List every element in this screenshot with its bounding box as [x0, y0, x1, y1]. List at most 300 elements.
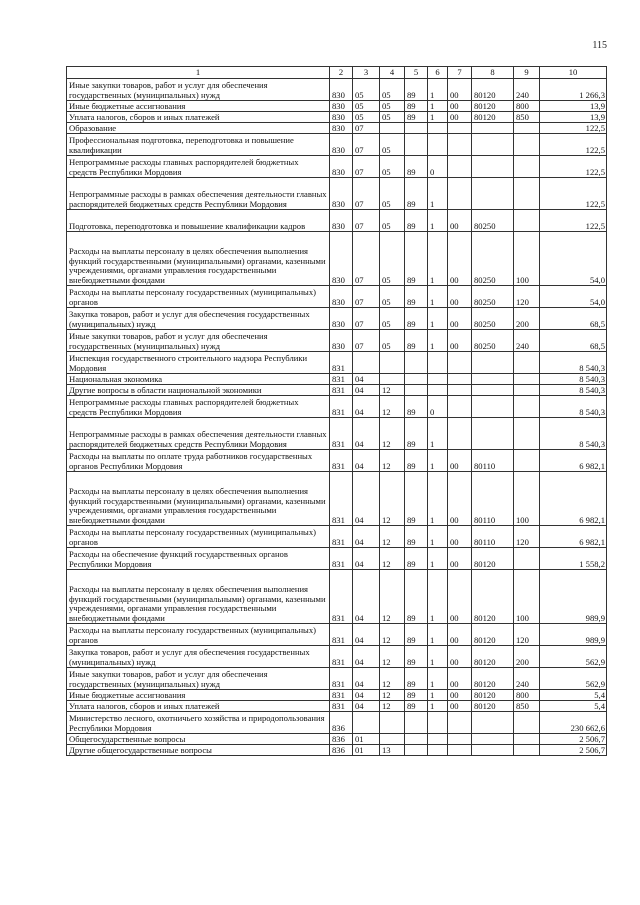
subsection-code-cell: 05	[380, 101, 405, 112]
amount-cell: 122,5	[540, 210, 607, 232]
subsection-code-cell: 05	[380, 210, 405, 232]
admin-code-cell: 830	[330, 123, 353, 134]
expense-type-cell: 100	[514, 570, 540, 624]
subsection-code-cell	[380, 374, 405, 385]
amount-cell: 122,5	[540, 156, 607, 178]
header-cell: 6	[428, 67, 448, 79]
section-code-cell: 05	[353, 79, 380, 101]
program-code-cell	[405, 712, 428, 734]
expense-type-cell: 120	[514, 624, 540, 646]
program-code-cell: 89	[405, 570, 428, 624]
section-code-cell: 04	[353, 450, 380, 472]
section-code-cell: 04	[353, 701, 380, 712]
table-row	[67, 352, 607, 374]
program-code-cell: 89	[405, 548, 428, 570]
program-code-cell: 89	[405, 101, 428, 112]
description-cell: Расходы на выплаты персоналу в целях обеспечения выполнения функций государственными (муниципальными) органами, казенными учреждениями, органами управления государственными внебюджетными фондами	[67, 570, 330, 624]
subprogram-code-cell: 0	[428, 156, 448, 178]
section-code-cell: 04	[353, 396, 380, 418]
direction-code-cell	[448, 123, 472, 134]
table-row	[67, 330, 607, 352]
direction-code-cell: 00	[448, 570, 472, 624]
expense-type-cell: 800	[514, 690, 540, 701]
table-row	[67, 308, 607, 330]
section-code-cell: 04	[353, 418, 380, 450]
expense-type-cell	[514, 450, 540, 472]
expense-type-cell	[514, 123, 540, 134]
section-code-cell: 07	[353, 308, 380, 330]
expense-type-cell: 240	[514, 79, 540, 101]
section-code-cell: 04	[353, 646, 380, 668]
admin-code-cell: 831	[330, 624, 353, 646]
direction-code-cell: 00	[448, 472, 472, 526]
subsection-code-cell: 12	[380, 385, 405, 396]
expense-type-cell	[514, 178, 540, 210]
subsection-code-cell	[380, 734, 405, 745]
admin-code-cell: 830	[330, 286, 353, 308]
admin-code-cell: 831	[330, 668, 353, 690]
header-cell: 1	[67, 67, 330, 79]
expense-type-cell: 120	[514, 526, 540, 548]
expense-type-cell: 200	[514, 646, 540, 668]
amount-cell: 6 982,1	[540, 526, 607, 548]
subsection-code-cell: 12	[380, 624, 405, 646]
expense-type-cell	[514, 548, 540, 570]
expense-type-cell	[514, 418, 540, 450]
amount-cell: 1 266,3	[540, 79, 607, 101]
admin-code-cell: 831	[330, 472, 353, 526]
admin-code-cell: 831	[330, 548, 353, 570]
target-article-cell	[472, 134, 514, 156]
description-cell: Расходы на обеспечение функций государственных органов Республики Мордовия	[67, 548, 330, 570]
subprogram-code-cell: 1	[428, 548, 448, 570]
table-row	[67, 548, 607, 570]
target-article-cell: 80120	[472, 668, 514, 690]
description-cell: Общегосударственные вопросы	[67, 734, 330, 745]
direction-code-cell	[448, 396, 472, 418]
description-cell: Иные закупки товаров, работ и услуг для обеспечения государственных (муниципальных) нужд	[67, 330, 330, 352]
table-row	[67, 178, 607, 210]
program-code-cell: 89	[405, 701, 428, 712]
admin-code-cell: 831	[330, 701, 353, 712]
subsection-code-cell: 12	[380, 418, 405, 450]
program-code-cell	[405, 352, 428, 374]
subprogram-code-cell: 1	[428, 646, 448, 668]
amount-cell: 8 540,3	[540, 418, 607, 450]
direction-code-cell	[448, 352, 472, 374]
amount-cell: 562,9	[540, 668, 607, 690]
target-article-cell	[472, 178, 514, 210]
admin-code-cell: 830	[330, 210, 353, 232]
expense-type-cell	[514, 745, 540, 756]
expense-type-cell	[514, 210, 540, 232]
table-row	[67, 701, 607, 712]
target-article-cell: 80110	[472, 526, 514, 548]
program-code-cell: 89	[405, 450, 428, 472]
expense-type-cell: 850	[514, 701, 540, 712]
subsection-code-cell: 05	[380, 134, 405, 156]
header-cell: 8	[472, 67, 514, 79]
table-row	[67, 734, 607, 745]
table-header-row	[67, 67, 607, 79]
direction-code-cell: 00	[448, 646, 472, 668]
direction-code-cell	[448, 712, 472, 734]
subsection-code-cell: 12	[380, 526, 405, 548]
program-code-cell: 89	[405, 308, 428, 330]
description-cell: Подготовка, переподготовка и повышение квалификации кадров	[67, 210, 330, 232]
table-row	[67, 745, 607, 756]
table-row	[67, 385, 607, 396]
admin-code-cell: 830	[330, 101, 353, 112]
subprogram-code-cell: 1	[428, 178, 448, 210]
expense-type-cell: 240	[514, 330, 540, 352]
direction-code-cell: 00	[448, 308, 472, 330]
subprogram-code-cell	[428, 734, 448, 745]
table-row	[67, 374, 607, 385]
subprogram-code-cell: 1	[428, 101, 448, 112]
amount-cell: 6 982,1	[540, 450, 607, 472]
subprogram-code-cell: 1	[428, 701, 448, 712]
program-code-cell: 89	[405, 178, 428, 210]
section-code-cell: 04	[353, 570, 380, 624]
subprogram-code-cell: 1	[428, 308, 448, 330]
budget-table	[66, 66, 607, 756]
header-cell: 10	[540, 67, 607, 79]
description-cell: Непрограммные расходы главных распорядителей бюджетных средств Республики Мордовия	[67, 396, 330, 418]
amount-cell: 8 540,3	[540, 396, 607, 418]
target-article-cell	[472, 123, 514, 134]
subsection-code-cell	[380, 123, 405, 134]
admin-code-cell: 831	[330, 690, 353, 701]
table-row	[67, 396, 607, 418]
section-code-cell	[353, 352, 380, 374]
expense-type-cell	[514, 396, 540, 418]
subsection-code-cell: 05	[380, 308, 405, 330]
header-cell: 7	[448, 67, 472, 79]
description-cell: Непрограммные расходы в рамках обеспечения деятельности главных распорядителей бюджетных средств Республики Мордовия	[67, 178, 330, 210]
amount-cell: 13,9	[540, 101, 607, 112]
program-code-cell	[405, 374, 428, 385]
admin-code-cell: 831	[330, 396, 353, 418]
direction-code-cell	[448, 156, 472, 178]
description-cell: Другие вопросы в области национальной экономики	[67, 385, 330, 396]
subprogram-code-cell: 1	[428, 472, 448, 526]
table-row	[67, 646, 607, 668]
table-row	[67, 232, 607, 286]
program-code-cell	[405, 134, 428, 156]
section-code-cell: 04	[353, 385, 380, 396]
table-row	[67, 526, 607, 548]
subsection-code-cell: 12	[380, 668, 405, 690]
expense-type-cell: 120	[514, 286, 540, 308]
section-code-cell: 04	[353, 548, 380, 570]
table-row	[67, 712, 607, 734]
program-code-cell: 89	[405, 79, 428, 101]
direction-code-cell	[448, 385, 472, 396]
table-row	[67, 123, 607, 134]
table-row	[67, 101, 607, 112]
description-cell: Образование	[67, 123, 330, 134]
description-cell: Расходы на выплаты персоналу государственных (муниципальных) органов	[67, 624, 330, 646]
section-code-cell: 04	[353, 690, 380, 701]
amount-cell: 13,9	[540, 112, 607, 123]
amount-cell: 2 506,7	[540, 734, 607, 745]
program-code-cell: 89	[405, 526, 428, 548]
subprogram-code-cell: 1	[428, 112, 448, 123]
program-code-cell: 89	[405, 210, 428, 232]
header-cell: 9	[514, 67, 540, 79]
table-row	[67, 112, 607, 123]
program-code-cell: 89	[405, 472, 428, 526]
page-number: 115	[592, 40, 607, 51]
subsection-code-cell: 12	[380, 450, 405, 472]
table-row	[67, 624, 607, 646]
description-cell: Непрограммные расходы главных распорядителей бюджетных средств Республики Мордовия	[67, 156, 330, 178]
subprogram-code-cell	[428, 712, 448, 734]
description-cell: Расходы на выплаты персоналу государственных (муниципальных) органов	[67, 526, 330, 548]
subsection-code-cell: 05	[380, 286, 405, 308]
amount-cell: 68,5	[540, 308, 607, 330]
amount-cell: 122,5	[540, 178, 607, 210]
program-code-cell: 89	[405, 624, 428, 646]
direction-code-cell: 00	[448, 668, 472, 690]
target-article-cell	[472, 745, 514, 756]
subprogram-code-cell: 1	[428, 418, 448, 450]
subprogram-code-cell	[428, 123, 448, 134]
subsection-code-cell: 13	[380, 745, 405, 756]
subsection-code-cell: 12	[380, 690, 405, 701]
table-body	[67, 79, 607, 756]
description-cell: Расходы на выплаты персоналу в целях обеспечения выполнения функций государственными (муниципальными) органами, казенными учреждениями, органами управления государственными внебюджетными фондами	[67, 232, 330, 286]
direction-code-cell: 00	[448, 79, 472, 101]
admin-code-cell: 830	[330, 178, 353, 210]
subprogram-code-cell	[428, 374, 448, 385]
admin-code-cell: 830	[330, 330, 353, 352]
amount-cell: 54,0	[540, 232, 607, 286]
admin-code-cell: 830	[330, 79, 353, 101]
subsection-code-cell: 12	[380, 570, 405, 624]
section-code-cell: 07	[353, 123, 380, 134]
admin-code-cell: 831	[330, 385, 353, 396]
direction-code-cell	[448, 734, 472, 745]
description-cell: Иные бюджетные ассигнования	[67, 101, 330, 112]
table-row	[67, 210, 607, 232]
table-row	[67, 286, 607, 308]
amount-cell: 989,9	[540, 624, 607, 646]
target-article-cell: 80250	[472, 330, 514, 352]
subprogram-code-cell: 1	[428, 526, 448, 548]
target-article-cell: 80250	[472, 308, 514, 330]
direction-code-cell: 00	[448, 286, 472, 308]
target-article-cell: 80120	[472, 548, 514, 570]
direction-code-cell	[448, 134, 472, 156]
target-article-cell	[472, 734, 514, 745]
subprogram-code-cell: 1	[428, 210, 448, 232]
direction-code-cell: 00	[448, 101, 472, 112]
description-cell: Министерство лесного, охотничьего хозяйства и природопользования Республики Мордовия	[67, 712, 330, 734]
expense-type-cell	[514, 352, 540, 374]
program-code-cell	[405, 734, 428, 745]
admin-code-cell: 836	[330, 734, 353, 745]
direction-code-cell	[448, 178, 472, 210]
description-cell: Иные бюджетные ассигнования	[67, 690, 330, 701]
expense-type-cell	[514, 156, 540, 178]
target-article-cell	[472, 374, 514, 385]
target-article-cell: 80120	[472, 570, 514, 624]
program-code-cell	[405, 745, 428, 756]
description-cell: Закупка товаров, работ и услуг для обеспечения государственных (муниципальных) нужд	[67, 308, 330, 330]
direction-code-cell: 00	[448, 330, 472, 352]
description-cell: Другие общегосударственные вопросы	[67, 745, 330, 756]
target-article-cell	[472, 396, 514, 418]
direction-code-cell: 00	[448, 701, 472, 712]
target-article-cell: 80250	[472, 286, 514, 308]
admin-code-cell: 831	[330, 418, 353, 450]
amount-cell: 122,5	[540, 123, 607, 134]
target-article-cell	[472, 352, 514, 374]
table-row	[67, 134, 607, 156]
section-code-cell: 07	[353, 330, 380, 352]
subsection-code-cell: 12	[380, 472, 405, 526]
subsection-code-cell	[380, 352, 405, 374]
subsection-code-cell: 12	[380, 548, 405, 570]
header-cell: 2	[330, 67, 353, 79]
admin-code-cell: 830	[330, 308, 353, 330]
expense-type-cell	[514, 712, 540, 734]
subsection-code-cell: 05	[380, 79, 405, 101]
table-row	[67, 450, 607, 472]
section-code-cell: 07	[353, 210, 380, 232]
direction-code-cell: 00	[448, 526, 472, 548]
direction-code-cell: 00	[448, 112, 472, 123]
description-cell: Уплата налогов, сборов и иных платежей	[67, 701, 330, 712]
description-cell: Инспекция государственного строительного надзора Республики Мордовия	[67, 352, 330, 374]
amount-cell: 1 558,2	[540, 548, 607, 570]
target-article-cell: 80120	[472, 701, 514, 712]
subprogram-code-cell	[428, 385, 448, 396]
target-article-cell: 80110	[472, 450, 514, 472]
table-row	[67, 156, 607, 178]
subsection-code-cell: 05	[380, 112, 405, 123]
program-code-cell: 89	[405, 646, 428, 668]
subprogram-code-cell: 1	[428, 232, 448, 286]
description-cell: Расходы на выплаты по оплате труда работников государственных органов Республики Мордовия	[67, 450, 330, 472]
admin-code-cell: 830	[330, 112, 353, 123]
direction-code-cell: 00	[448, 210, 472, 232]
expense-type-cell	[514, 134, 540, 156]
table-row	[67, 472, 607, 526]
subprogram-code-cell: 1	[428, 668, 448, 690]
admin-code-cell: 836	[330, 712, 353, 734]
section-code-cell: 07	[353, 178, 380, 210]
table-row	[67, 690, 607, 701]
direction-code-cell	[448, 374, 472, 385]
amount-cell: 8 540,3	[540, 374, 607, 385]
expense-type-cell: 800	[514, 101, 540, 112]
direction-code-cell: 00	[448, 624, 472, 646]
direction-code-cell: 00	[448, 690, 472, 701]
target-article-cell: 80120	[472, 646, 514, 668]
direction-code-cell: 00	[448, 232, 472, 286]
program-code-cell: 89	[405, 156, 428, 178]
description-cell: Профессиональная подготовка, переподготовка и повышение квалификации	[67, 134, 330, 156]
direction-code-cell	[448, 418, 472, 450]
admin-code-cell: 831	[330, 374, 353, 385]
subprogram-code-cell: 1	[428, 624, 448, 646]
admin-code-cell: 831	[330, 450, 353, 472]
amount-cell: 562,9	[540, 646, 607, 668]
section-code-cell: 07	[353, 156, 380, 178]
section-code-cell: 01	[353, 734, 380, 745]
admin-code-cell: 830	[330, 134, 353, 156]
target-article-cell: 80120	[472, 624, 514, 646]
description-cell: Расходы на выплаты персоналу государственных (муниципальных) органов	[67, 286, 330, 308]
admin-code-cell: 831	[330, 352, 353, 374]
program-code-cell: 89	[405, 396, 428, 418]
section-code-cell: 05	[353, 101, 380, 112]
program-code-cell: 89	[405, 112, 428, 123]
admin-code-cell: 831	[330, 526, 353, 548]
subprogram-code-cell	[428, 745, 448, 756]
subprogram-code-cell: 1	[428, 570, 448, 624]
target-article-cell	[472, 385, 514, 396]
section-code-cell: 04	[353, 526, 380, 548]
expense-type-cell: 200	[514, 308, 540, 330]
target-article-cell: 80120	[472, 690, 514, 701]
target-article-cell: 80250	[472, 232, 514, 286]
amount-cell: 5,4	[540, 690, 607, 701]
target-article-cell: 80250	[472, 210, 514, 232]
amount-cell: 989,9	[540, 570, 607, 624]
admin-code-cell: 830	[330, 232, 353, 286]
expense-type-cell	[514, 374, 540, 385]
subsection-code-cell: 12	[380, 646, 405, 668]
target-article-cell	[472, 712, 514, 734]
description-cell: Национальная экономика	[67, 374, 330, 385]
amount-cell: 8 540,3	[540, 385, 607, 396]
admin-code-cell: 830	[330, 156, 353, 178]
amount-cell: 5,4	[540, 701, 607, 712]
subsection-code-cell: 05	[380, 178, 405, 210]
target-article-cell: 80120	[472, 101, 514, 112]
direction-code-cell: 00	[448, 548, 472, 570]
target-article-cell: 80120	[472, 79, 514, 101]
section-code-cell: 04	[353, 472, 380, 526]
admin-code-cell: 831	[330, 646, 353, 668]
description-cell: Уплата налогов, сборов и иных платежей	[67, 112, 330, 123]
section-code-cell: 07	[353, 232, 380, 286]
description-cell: Закупка товаров, работ и услуг для обеспечения государственных (муниципальных) нужд	[67, 646, 330, 668]
expense-type-cell	[514, 734, 540, 745]
section-code-cell: 05	[353, 112, 380, 123]
expense-type-cell: 240	[514, 668, 540, 690]
amount-cell: 54,0	[540, 286, 607, 308]
subprogram-code-cell: 1	[428, 690, 448, 701]
subsection-code-cell: 05	[380, 330, 405, 352]
table-row	[67, 418, 607, 450]
admin-code-cell: 836	[330, 745, 353, 756]
program-code-cell	[405, 123, 428, 134]
header-cell: 3	[353, 67, 380, 79]
section-code-cell: 07	[353, 286, 380, 308]
section-code-cell: 07	[353, 134, 380, 156]
subprogram-code-cell	[428, 352, 448, 374]
subsection-code-cell: 05	[380, 232, 405, 286]
amount-cell: 68,5	[540, 330, 607, 352]
program-code-cell: 89	[405, 690, 428, 701]
subsection-code-cell: 05	[380, 156, 405, 178]
expense-type-cell	[514, 385, 540, 396]
